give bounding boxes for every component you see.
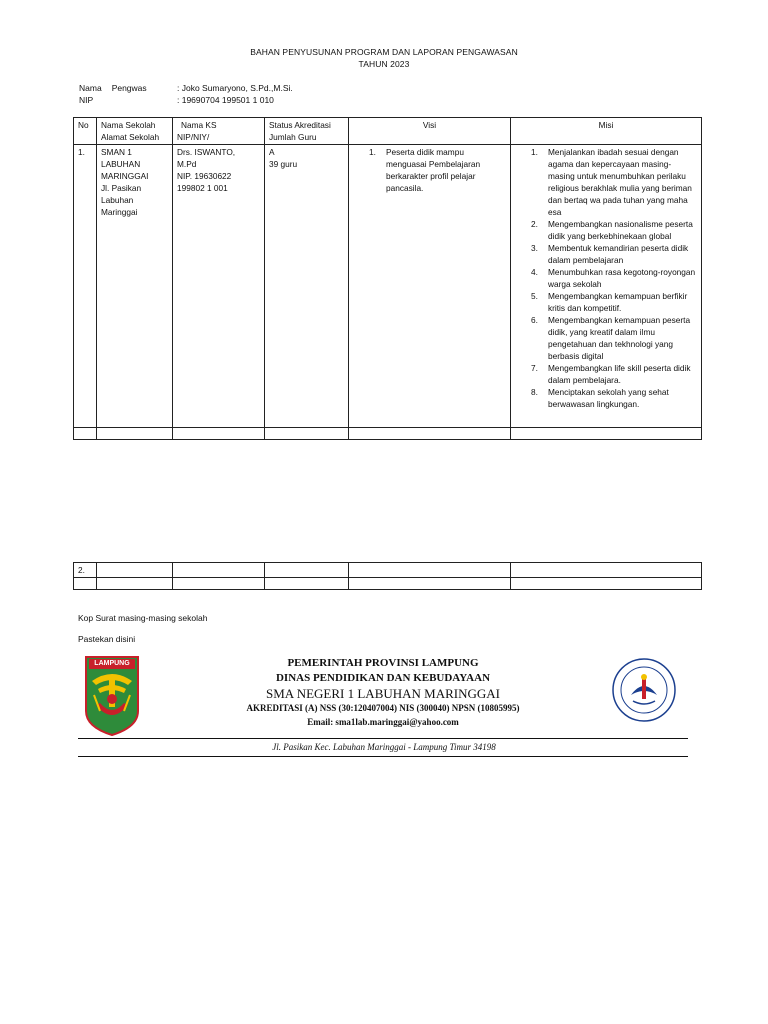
kop-school-name: SMA NEGERI 1 LABUHAN MARINGGAI	[266, 686, 500, 701]
row1-misi	[511, 145, 702, 428]
misi-text: Menumbuhkan rasa kegotong-royongan warga sekolah	[548, 267, 696, 289]
empty-cell	[74, 428, 97, 440]
school-line: Jl. Pasikan	[101, 183, 142, 193]
visi-text: Peserta didik mampu menguasai Pembelajaran berkarakter profil pelajar pancasila.	[386, 147, 481, 193]
empty-cell	[349, 563, 511, 578]
nip-value: : 19690704 199501 1 010	[177, 95, 274, 105]
nip-label: NIP	[79, 95, 94, 105]
name-label-word2: Pengwas	[111, 83, 147, 93]
row2-no: 2.	[74, 563, 97, 578]
empty-cell	[265, 578, 349, 590]
list-item	[531, 290, 697, 314]
kop-divider-top	[78, 738, 688, 739]
jumlah-guru-value: 39 guru	[269, 159, 298, 169]
misi-text: Membentuk kemandirian peserta didik dalam pembelajaran	[548, 243, 689, 265]
school-line: MARINGGAI	[101, 171, 149, 181]
empty-cell	[511, 428, 702, 440]
header-misi: Misi	[511, 118, 702, 145]
empty-cell	[511, 563, 702, 578]
row1-status	[265, 145, 349, 428]
header-ks-name: Nama KS	[181, 120, 217, 130]
header-school-name: Nama Sekolah	[101, 120, 156, 130]
table-row-empty	[74, 428, 702, 440]
kop-address: Jl. Pasikan Kec. Labuhan Maringgai - Lampung Timur 34198	[272, 742, 496, 752]
document-year: TAHUN 2023	[358, 59, 410, 69]
empty-cell	[173, 563, 265, 578]
table-header-row	[74, 118, 702, 145]
row1-visi	[349, 145, 511, 428]
header-no: No	[74, 118, 97, 145]
paste-note: Pastekan disini	[78, 634, 136, 644]
kop-divider-bottom	[78, 756, 688, 757]
list-number: 5.	[531, 291, 538, 301]
header-status-akreditasi: Status Akreditasi	[269, 120, 331, 130]
list-item	[531, 242, 697, 266]
list-item	[531, 146, 697, 218]
row1-ks	[173, 145, 265, 428]
list-item	[531, 266, 697, 290]
empty-cell	[97, 578, 173, 590]
misi-text: Menjalankan ibadah sesuai dengan agama dan kepercayaan masing-masing untuk menumbuhkan perilaku religious berakhlak mulia yang beriman dan bertaq wa pada tuhan yang maha esa	[548, 147, 692, 217]
header-status	[265, 118, 349, 145]
kop-email: Email: sma1lab.maringgai@yahoo.com	[307, 717, 459, 727]
list-number: 4.	[531, 267, 538, 277]
header-visi: Visi	[349, 118, 511, 145]
list-number: 1.	[531, 147, 538, 157]
misi-list	[531, 146, 697, 410]
header-jumlah-guru: Jumlah Guru	[269, 132, 317, 142]
school-line: SMAN 1	[101, 147, 132, 157]
empty-cell	[97, 428, 173, 440]
empty-cell	[173, 428, 265, 440]
akreditasi-value: A	[269, 147, 275, 157]
kop-note: Kop Surat masing-masing sekolah	[78, 613, 208, 623]
table-row	[74, 145, 702, 428]
header-school	[97, 118, 173, 145]
name-label-word1: Nama	[79, 83, 102, 93]
header-ks	[173, 118, 265, 145]
school-table	[73, 117, 702, 440]
empty-cell	[349, 428, 511, 440]
list-item	[531, 362, 697, 386]
empty-cell	[265, 428, 349, 440]
list-number: 6.	[531, 315, 538, 325]
school-line: Maringgai	[101, 207, 138, 217]
table-row	[74, 563, 702, 578]
kop-line1: PEMERINTAH PROVINSI LAMPUNG	[287, 657, 479, 669]
misi-text: Mengembangkan life skill peserta didik dalam pembelajara.	[548, 363, 691, 385]
list-item	[531, 218, 697, 242]
kop-line2: DINAS PENDIDIKAN DAN KEBUDAYAAN	[275, 672, 491, 684]
list-number: 8.	[531, 387, 538, 397]
header-school-address: Alamat Sekolah	[101, 132, 160, 142]
visi-list	[369, 146, 506, 194]
kop-accreditation: AKREDITASI (A) NSS (30:120407004) NIS (300040) NPSN (10805995)	[246, 703, 520, 713]
ks-line: Drs. ISWANTO,	[177, 147, 236, 157]
ks-line: 199802 1 001	[177, 183, 228, 193]
misi-text: Menciptakan sekolah yang sehat berwawasan lingkungan.	[548, 387, 669, 409]
table-row	[74, 578, 702, 590]
school-seal-icon	[611, 657, 677, 723]
school-line: Labuhan	[101, 195, 134, 205]
misi-text: Mengembangkan kemampuan berfikir kritis dan kompetitif.	[548, 291, 688, 313]
list-number: 3.	[531, 243, 538, 253]
ks-line: M.Pd	[177, 159, 197, 169]
lampung-logo	[84, 655, 140, 737]
misi-text: Mengembangkan kemampuan peserta didik, yang kreatif dalam ilmu pengetahuan dan tekhnologi yang berbasis digital	[548, 315, 691, 361]
list-number: 7.	[531, 363, 538, 373]
list-item	[531, 386, 697, 410]
list-item	[531, 314, 697, 362]
ks-line: NIP. 19630622	[177, 171, 232, 181]
empty-cell	[74, 578, 97, 590]
misi-text: Mengembangkan nasionalisme peserta didik yang berkebhinekaan global	[548, 219, 693, 241]
empty-cell	[265, 563, 349, 578]
school-seal	[611, 657, 677, 723]
empty-cell	[97, 563, 173, 578]
row1-no: 1.	[74, 145, 97, 428]
row1-school	[97, 145, 173, 428]
list-number: 1.	[369, 147, 376, 157]
empty-cell	[173, 578, 265, 590]
empty-cell	[349, 578, 511, 590]
school-table-2	[73, 562, 702, 590]
header-ks-nip: NIP/NIY/	[177, 132, 210, 142]
list-number: 2.	[531, 219, 538, 229]
name-value: : Joko Sumaryono, S.Pd.,M.Si.	[177, 83, 293, 93]
logo-label: LAMPUNG	[94, 660, 130, 667]
document-title: BAHAN PENYUSUNAN PROGRAM DAN LAPORAN PENGAWASAN	[250, 47, 518, 57]
school-line: LABUHAN	[101, 159, 141, 169]
name-label	[79, 83, 147, 93]
empty-cell	[511, 578, 702, 590]
list-item	[369, 146, 506, 194]
